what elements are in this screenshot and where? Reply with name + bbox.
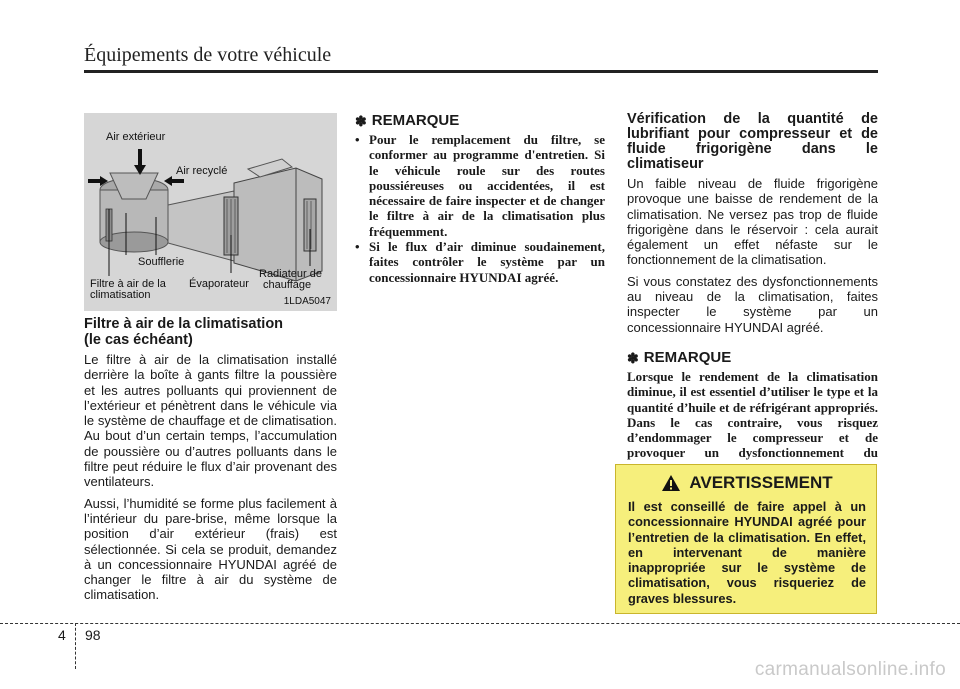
page-number: 98: [85, 627, 101, 643]
chapter-number: 4: [58, 627, 66, 643]
column-left: [84, 316, 337, 603]
label-radiateur-line1: Radiateur de: [259, 268, 322, 280]
figure-code: 1LDA5047: [283, 296, 331, 307]
remark-heading-2: [627, 349, 878, 367]
lubricant-check-heading: Vérification de la quantité de lubrifiant pour compresseur et de fluide frigorigène dans le climatiseur: [627, 111, 878, 172]
bullet-icon: •: [355, 239, 360, 255]
remark-title-2: REMARQUE: [643, 348, 732, 366]
warning-title: AVERTISSEMENT: [689, 473, 833, 492]
column-middle: [355, 112, 605, 285]
warning-heading: [628, 473, 866, 493]
filter-heading-line1: Filtre à air de la climatisation: [84, 316, 284, 332]
label-filtre-line2: climatisation: [90, 289, 151, 301]
remark-star-icon: ✽: [355, 113, 367, 129]
lubricant-paragraph-1: Un faible niveau de fluide frigorigène provoque une baisse de rendement de la climatisation. Ne versez pas trop de fluide frigorigène dans le réservoir : cela aurait également un effet néfaste sur le fonctionnement de la climatisation.: [627, 176, 878, 268]
filter-heading-line2: (le cas échéant): [84, 332, 193, 348]
filter-paragraph-1: Le filtre à air de la climatisation installé derrière la boîte à gants filtre la poussière et les autres polluants qui proviennent de l’extérieur et pénètrent dans le véhicule via le système de chauffage et de climatisation. Au bout d’un certain temps, l’accumulation de poussière ou d’autres polluants dans le filtre peut réduire le flux d’air provenant des ventilateurs.: [84, 352, 337, 490]
watermark: carmanualsonline.info: [754, 659, 946, 680]
hvac-figure: [84, 113, 337, 311]
header-rule: [84, 70, 878, 73]
warning-text: Il est conseillé de faire appel à un concessionnaire HYUNDAI agréé pour l’entretien de la climatisation. En effet, en intervenant de manière inappropriée sur le système de climatisation, vous risqueriez de graves blessures.: [628, 499, 866, 606]
label-air-exterieur: Air extérieur: [106, 131, 166, 143]
label-radiateur-line2: chauffage: [263, 279, 312, 291]
footer-vertical-dashed-line: [75, 623, 76, 669]
warning-box: [615, 464, 877, 614]
remark-list: [355, 132, 605, 285]
remark-item: [355, 239, 605, 285]
filter-paragraph-2: Aussi, l’humidité se forme plus facilement à l’intérieur du pare-brise, même lorsque la position d’air extérieur (frais) est sélectionnée. Si cela se produit, demandez à un concessionnaire HYUNDAI agréé de changer le filtre à air du système de climatisation.: [84, 495, 337, 603]
page-header-title: Équipements de votre véhicule: [84, 44, 332, 66]
column-right: [627, 112, 878, 476]
remark-item-text: Si le flux d’air diminue soudainement, faites contrôler le système par un concessionnaire HYUNDAI agréé.: [369, 239, 605, 285]
remark-paragraph-2: Lorsque le rendement de la climatisation diminue, il est essentiel d’utiliser le type et la quantité d’huile et de réfrigérant appropriés. Dans le cas contraire, vous risquez d’endommager le compresseur et de provoquer un dysfonctionnement du: [627, 368, 878, 461]
footer-dashed-line: [0, 623, 960, 624]
bullet-icon: •: [355, 132, 360, 147]
remark-item: [355, 132, 605, 239]
remark-star-icon: ✽: [627, 349, 639, 366]
warning-triangle-icon: [661, 474, 681, 492]
label-soufflerie: Soufflerie: [138, 256, 185, 268]
lubricant-paragraph-2: Si vous constatez des dysfonctionnements au niveau de la climatisation, faites inspecter le système par un concessionnaire HYUNDAI agréé.: [627, 273, 878, 335]
remark-heading: [355, 112, 605, 130]
label-air-recycle: Air recyclé: [176, 165, 228, 177]
label-filtre-line1: Filtre à air de la: [90, 278, 166, 290]
remark-title: REMARQUE: [371, 112, 460, 129]
label-evaporateur: Évaporateur: [189, 278, 249, 290]
remark-item-text: Pour le remplacement du filtre, se conformer au programme d'entretien. Si le véhicule roule sur des routes poussiéreuses ou accidentées, il est nécessaire de faire inspecter et de changer le filtre à air de la climatisation plus fréquemment.: [369, 132, 605, 239]
